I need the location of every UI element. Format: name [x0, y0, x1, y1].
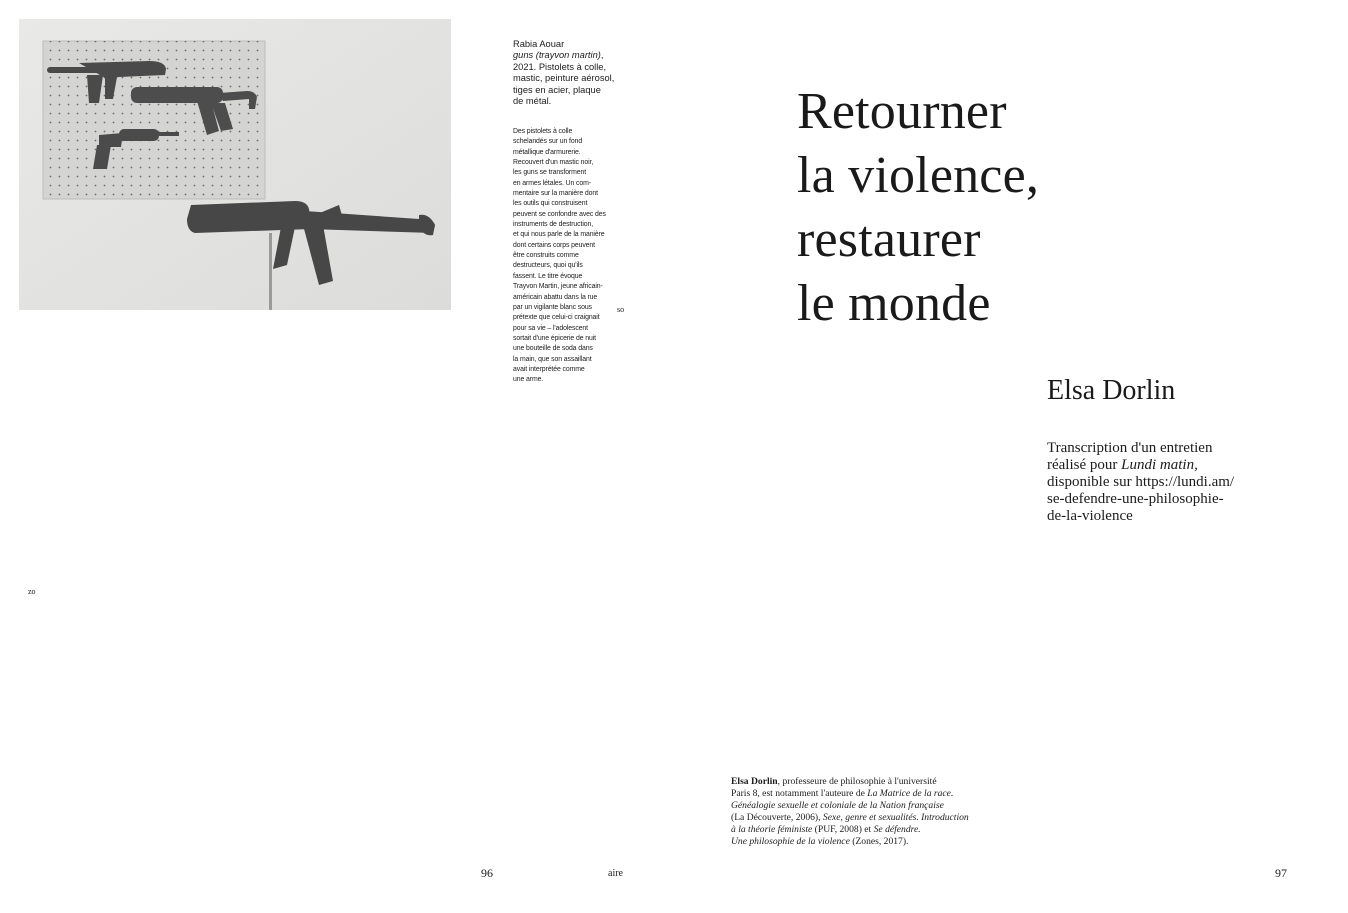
- artwork-details-line: 2021. Pistolets à colle,: [513, 61, 607, 72]
- artwork-photo: [19, 19, 451, 310]
- title-line: le monde: [797, 275, 991, 332]
- bio-line: à la théorie féministe (PUF, 2008) et Se défendre.: [731, 824, 921, 835]
- artwork-description: [513, 127, 625, 386]
- bio-line: Une philosophie de la violence (Zones, 2017).: [731, 836, 909, 847]
- description-line: être construits comme: [513, 252, 579, 260]
- title-line: la violence,: [797, 147, 1040, 204]
- artwork-details-line: tiges en acier, plaque: [513, 84, 601, 95]
- page-number-right: 97: [1275, 866, 1287, 880]
- margin-marker-so: so: [617, 305, 625, 314]
- description-line: américain abattu dans la rue: [513, 293, 598, 301]
- description-line: en armes létales. Un com-: [513, 179, 591, 187]
- description-line: peuvent se confondre avec des: [513, 210, 606, 218]
- transcription-note: [1047, 440, 1277, 525]
- article-author: Elsa Dorlin: [1047, 375, 1176, 406]
- title-line: Retourner: [797, 83, 1007, 140]
- description-line: schelandés sur un fond: [513, 138, 583, 146]
- description-line: les outils qui construisent: [513, 200, 588, 208]
- description-line: la main, que son assaillant: [513, 355, 592, 363]
- description-line: pour sa vie – l'adolescent: [513, 324, 588, 332]
- artwork-title-suffix: ,: [600, 50, 604, 61]
- bio-line: Généalogie sexuelle et coloniale de la Nation française: [731, 800, 944, 811]
- bio-line: (La Découverte, 2006), Sexe, genre et sexualités. Introduction: [731, 812, 969, 823]
- transcription-line: réalisé pour Lundi matin,: [1047, 457, 1198, 473]
- description-line: métallique d'armurerie.: [513, 148, 581, 156]
- description-line: prétexte que celui-ci craignait: [513, 314, 600, 322]
- artwork-illustration: [19, 19, 451, 310]
- running-head: aire: [608, 868, 623, 879]
- author-bio: [731, 776, 1001, 848]
- description-line: fassent. Le titre évoque: [513, 272, 583, 280]
- transcription-line: de-la-violence: [1047, 508, 1133, 524]
- description-line: Des pistolets à colle: [513, 128, 573, 135]
- description-line: destructeurs, quoi qu'ils: [513, 262, 583, 270]
- artwork-title: guns (trayvon martin): [513, 50, 601, 61]
- steel-rod: [269, 233, 272, 310]
- page-number-left: 96: [481, 866, 493, 880]
- description-line: mentaire sur la manière dont: [513, 190, 598, 198]
- description-line: par un vigilante blanc sous: [513, 303, 592, 311]
- bio-name: Elsa Dorlin: [731, 776, 778, 787]
- description-line: les guns se transforment: [513, 169, 587, 177]
- margin-marker-zo: zo: [28, 587, 36, 596]
- artwork-credit: [513, 39, 633, 107]
- publication-name: Lundi matin,: [1121, 457, 1198, 473]
- description-line: une bouteille de soda dans: [513, 345, 593, 353]
- transcription-line: disponible sur https://lundi.am/: [1047, 474, 1235, 490]
- transcription-line: Transcription d'un entretien: [1047, 440, 1213, 456]
- description-line: Recouvert d'un mastic noir,: [513, 159, 594, 167]
- description-line: et qui nous parle de la manière: [513, 231, 605, 239]
- description-line: avait interprétée comme: [513, 365, 585, 373]
- bio-line: Paris 8, est notamment l'auteure de La Matrice de la race.: [731, 788, 954, 799]
- article-title: [797, 80, 1317, 336]
- description-line: Trayvon Martin, jeune africain-: [513, 283, 603, 291]
- description-line: instruments de destruction,: [513, 221, 594, 229]
- artwork-details-line: mastic, peinture aérosol,: [513, 73, 615, 84]
- description-line: dont certains corps peuvent: [513, 241, 595, 249]
- title-line: restaurer: [797, 211, 981, 268]
- artwork-details-line: de métal.: [513, 96, 552, 107]
- bio-line: Elsa Dorlin, professeure de philosophie à l'université: [731, 776, 937, 787]
- description-line: sortait d'une épicerie de nuit: [513, 334, 596, 342]
- transcription-line: se-defendre-une-philosophie-: [1047, 491, 1224, 507]
- artwork-title-line: [513, 50, 633, 61]
- artist-name: Rabia Aouar: [513, 39, 565, 49]
- description-line: une arme.: [513, 376, 544, 384]
